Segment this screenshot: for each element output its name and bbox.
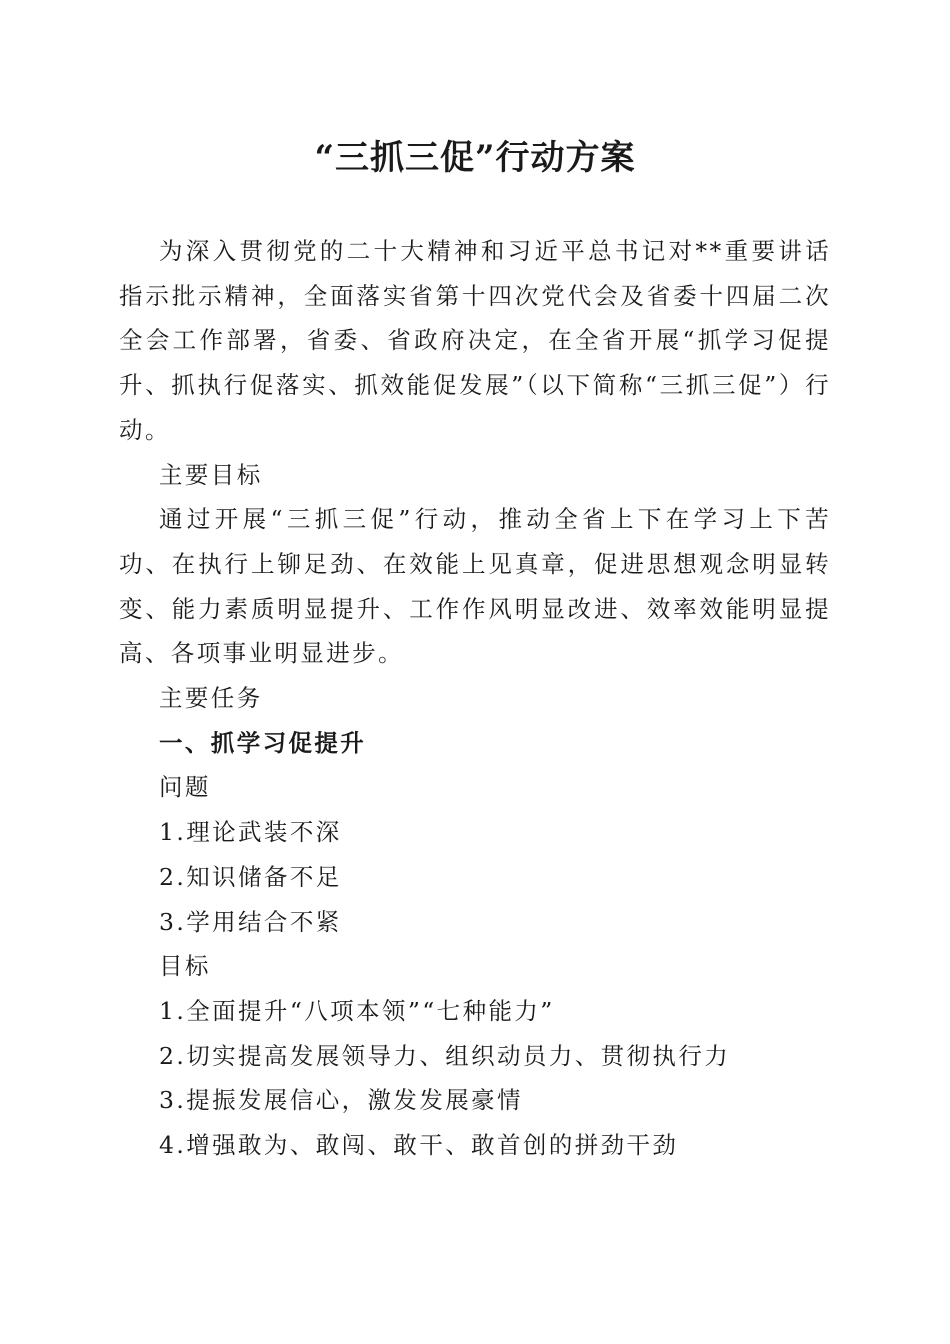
tasks-heading: 主要任务	[159, 684, 263, 713]
problem-item: 1.理论武装不深	[159, 818, 342, 847]
problem-item: 3.学用结合不紧	[159, 907, 342, 936]
goals-heading: 主要目标	[159, 460, 263, 489]
document-title: “三抓三促”行动方案	[314, 138, 636, 178]
target-item: 1.全面提升“八项本领”“七种能力”	[159, 996, 555, 1025]
targets-label: 目标	[159, 952, 211, 981]
target-item: 2.切实提高发展领导力、组织动员力、贯彻执行力	[159, 1041, 731, 1070]
target-item: 4.增强敢为、敢闯、敢干、敢首创的拼劲干劲	[159, 1131, 679, 1160]
problem-item: 2.知识储备不足	[159, 862, 342, 891]
intro-paragraph: 为深入贯彻党的二十大精神和习近平总书记对**重要讲话指示批示精神，全面落实省第十四次党代会及省委十四届二次全会工作部署，省委、省政府决定，在全省开展“抓学习促提升、抓执行促落实、抓效能促发展”（以下简称“三抓三促”）行动。	[119, 237, 831, 444]
problems-label: 问题	[159, 773, 211, 802]
target-item: 3.提振发展信心，激发发展豪情	[159, 1086, 523, 1115]
goals-paragraph: 通过开展“三抓三促”行动，推动全省上下在学习上下苦功、在执行上铆足劲、在效能上见真章，促进思想观念明显转变、能力素质明显提升、工作作风明显改进、效率效能明显提高、各项事业明显进步。	[119, 505, 831, 668]
document-body	[119, 229, 831, 1168]
section1-heading: 一、抓学习促提升	[159, 728, 367, 757]
